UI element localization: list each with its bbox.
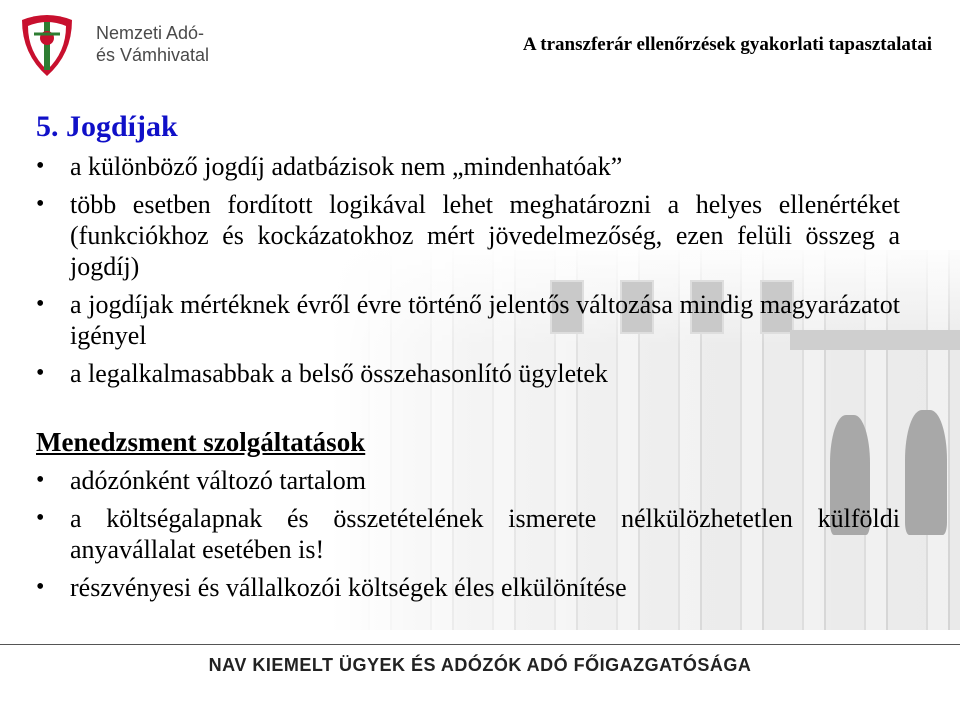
coat-of-arms-icon [14,14,80,78]
section-royalties [36,110,900,389]
management-list [36,465,900,603]
list-item: • a különböző jogdíj adatbázisok nem „mindenhatóak” [36,151,900,182]
section-title-management: Menedzsment szolgáltatások [36,427,366,457]
list-item: • a jogdíjak mértéknek évről évre történő jelentős változása mindig magyarázatot igényel [36,289,900,351]
footer-divider [0,644,960,645]
nav-logo [10,8,220,80]
logo-name-line1: Nemzeti Adó- [96,23,205,43]
list-item: • adózónként változó tartalom [36,465,900,496]
slide-content [36,106,900,603]
logo-name [96,22,209,66]
list-item: • a költségalapnak és összetételének ismerete nélkülözhetetlen külföldi anyavállalat esetében is! [36,503,900,565]
logo-name-line2: és Vámhivatal [96,45,210,65]
list-item: • a legalkalmasabbak a belső összehasonlító ügyletek [36,358,900,389]
slide-header-title: A transzferár ellenőrzések gyakorlati tapasztalatai [522,34,932,55]
footer-text: NAV KIEMELT ÜGYEK ÉS ADÓZÓK ADÓ FŐIGAZGATÓSÁGA [208,655,752,675]
section-management-services [36,427,900,603]
list-item: • részvényesi és vállalkozói költségek éles elkülönítése [36,572,900,603]
royalties-list [36,151,900,389]
section-title-royalties: 5. Jogdíjak [36,110,178,143]
list-item: • több esetben fordított logikával lehet meghatározni a helyes ellenértéket (funkciókhoz és kockázatokhoz mért jövedelmezőség, ezen felüli összeg a jogdíj) [36,189,900,282]
